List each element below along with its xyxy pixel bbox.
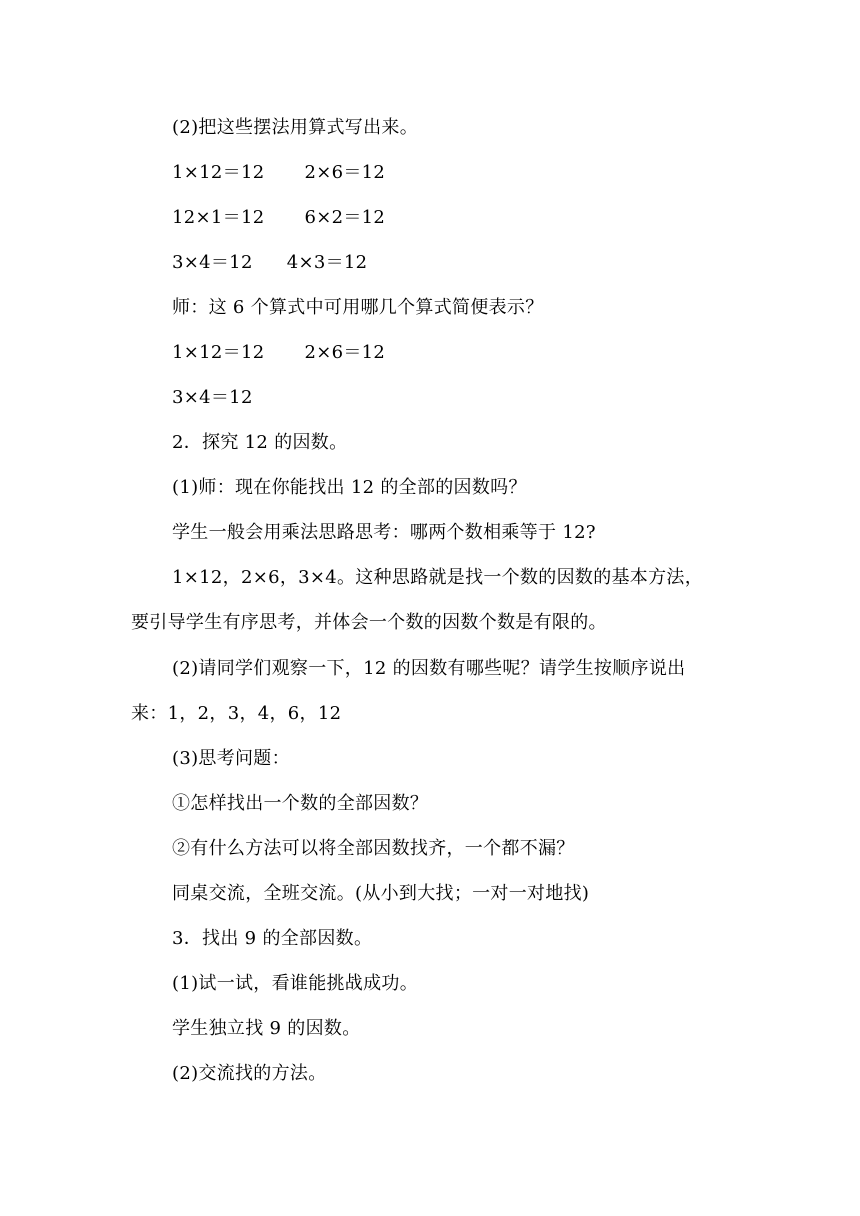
equation: 3×4＝12	[172, 252, 253, 273]
equation: 2×6＝12	[304, 162, 386, 183]
text-line: ①怎样找出一个数的全部因数？	[172, 793, 429, 814]
equation-row	[0, 252, 860, 274]
equation: 6×2＝12	[304, 207, 386, 228]
text-line: (2)交流找的方法。	[172, 1063, 327, 1084]
equation: 3×4＝12	[172, 387, 253, 408]
equation-row	[0, 342, 860, 364]
equation: 2×6＝12	[304, 342, 386, 363]
text-line: 学生独立找 9 的因数。	[172, 1018, 361, 1039]
text-line: (3)思考问题：	[172, 748, 290, 769]
text-line: 学生一般会用乘法思路思考：哪两个数相乘等于 12?	[172, 522, 596, 543]
text-line: 同桌交流，全班交流。(从小到大找；一对一对地找)	[172, 883, 590, 904]
text-line: (1)师：现在你能找出 12 的全部的因数吗？	[172, 477, 527, 498]
equation: 1×12＝12	[172, 162, 265, 183]
equation: 4×3＝12	[286, 252, 368, 273]
equation: 1×12＝12	[172, 342, 265, 363]
text-line: 1×12，2×6，3×4。这种思路就是找一个数的因数的基本方法，	[172, 567, 704, 588]
text-line: (2)请同学们观察一下，12 的因数有哪些呢？请学生按顺序说出	[172, 658, 686, 679]
text-line: ②有什么方法可以将全部因数找齐，一个都不漏？	[172, 838, 575, 859]
equation: 12×1＝12	[172, 207, 265, 228]
text-line: 师：这 6 个算式中可用哪几个算式简便表示？	[172, 297, 544, 318]
text-line: (2)把这些摆法用算式写出来。	[172, 117, 418, 138]
equation-row	[0, 162, 860, 184]
text-line: 来：1，2，3，4，6，12	[131, 703, 342, 724]
equation-row	[0, 207, 860, 229]
text-line: (1)试一试，看谁能挑战成功。	[172, 973, 418, 994]
section-heading: 2．探究 12 的因数。	[172, 432, 348, 453]
section-heading: 3．找出 9 的全部因数。	[172, 928, 373, 949]
text-line: 要引导学生有序思考，并体会一个数的因数个数是有限的。	[131, 612, 607, 633]
